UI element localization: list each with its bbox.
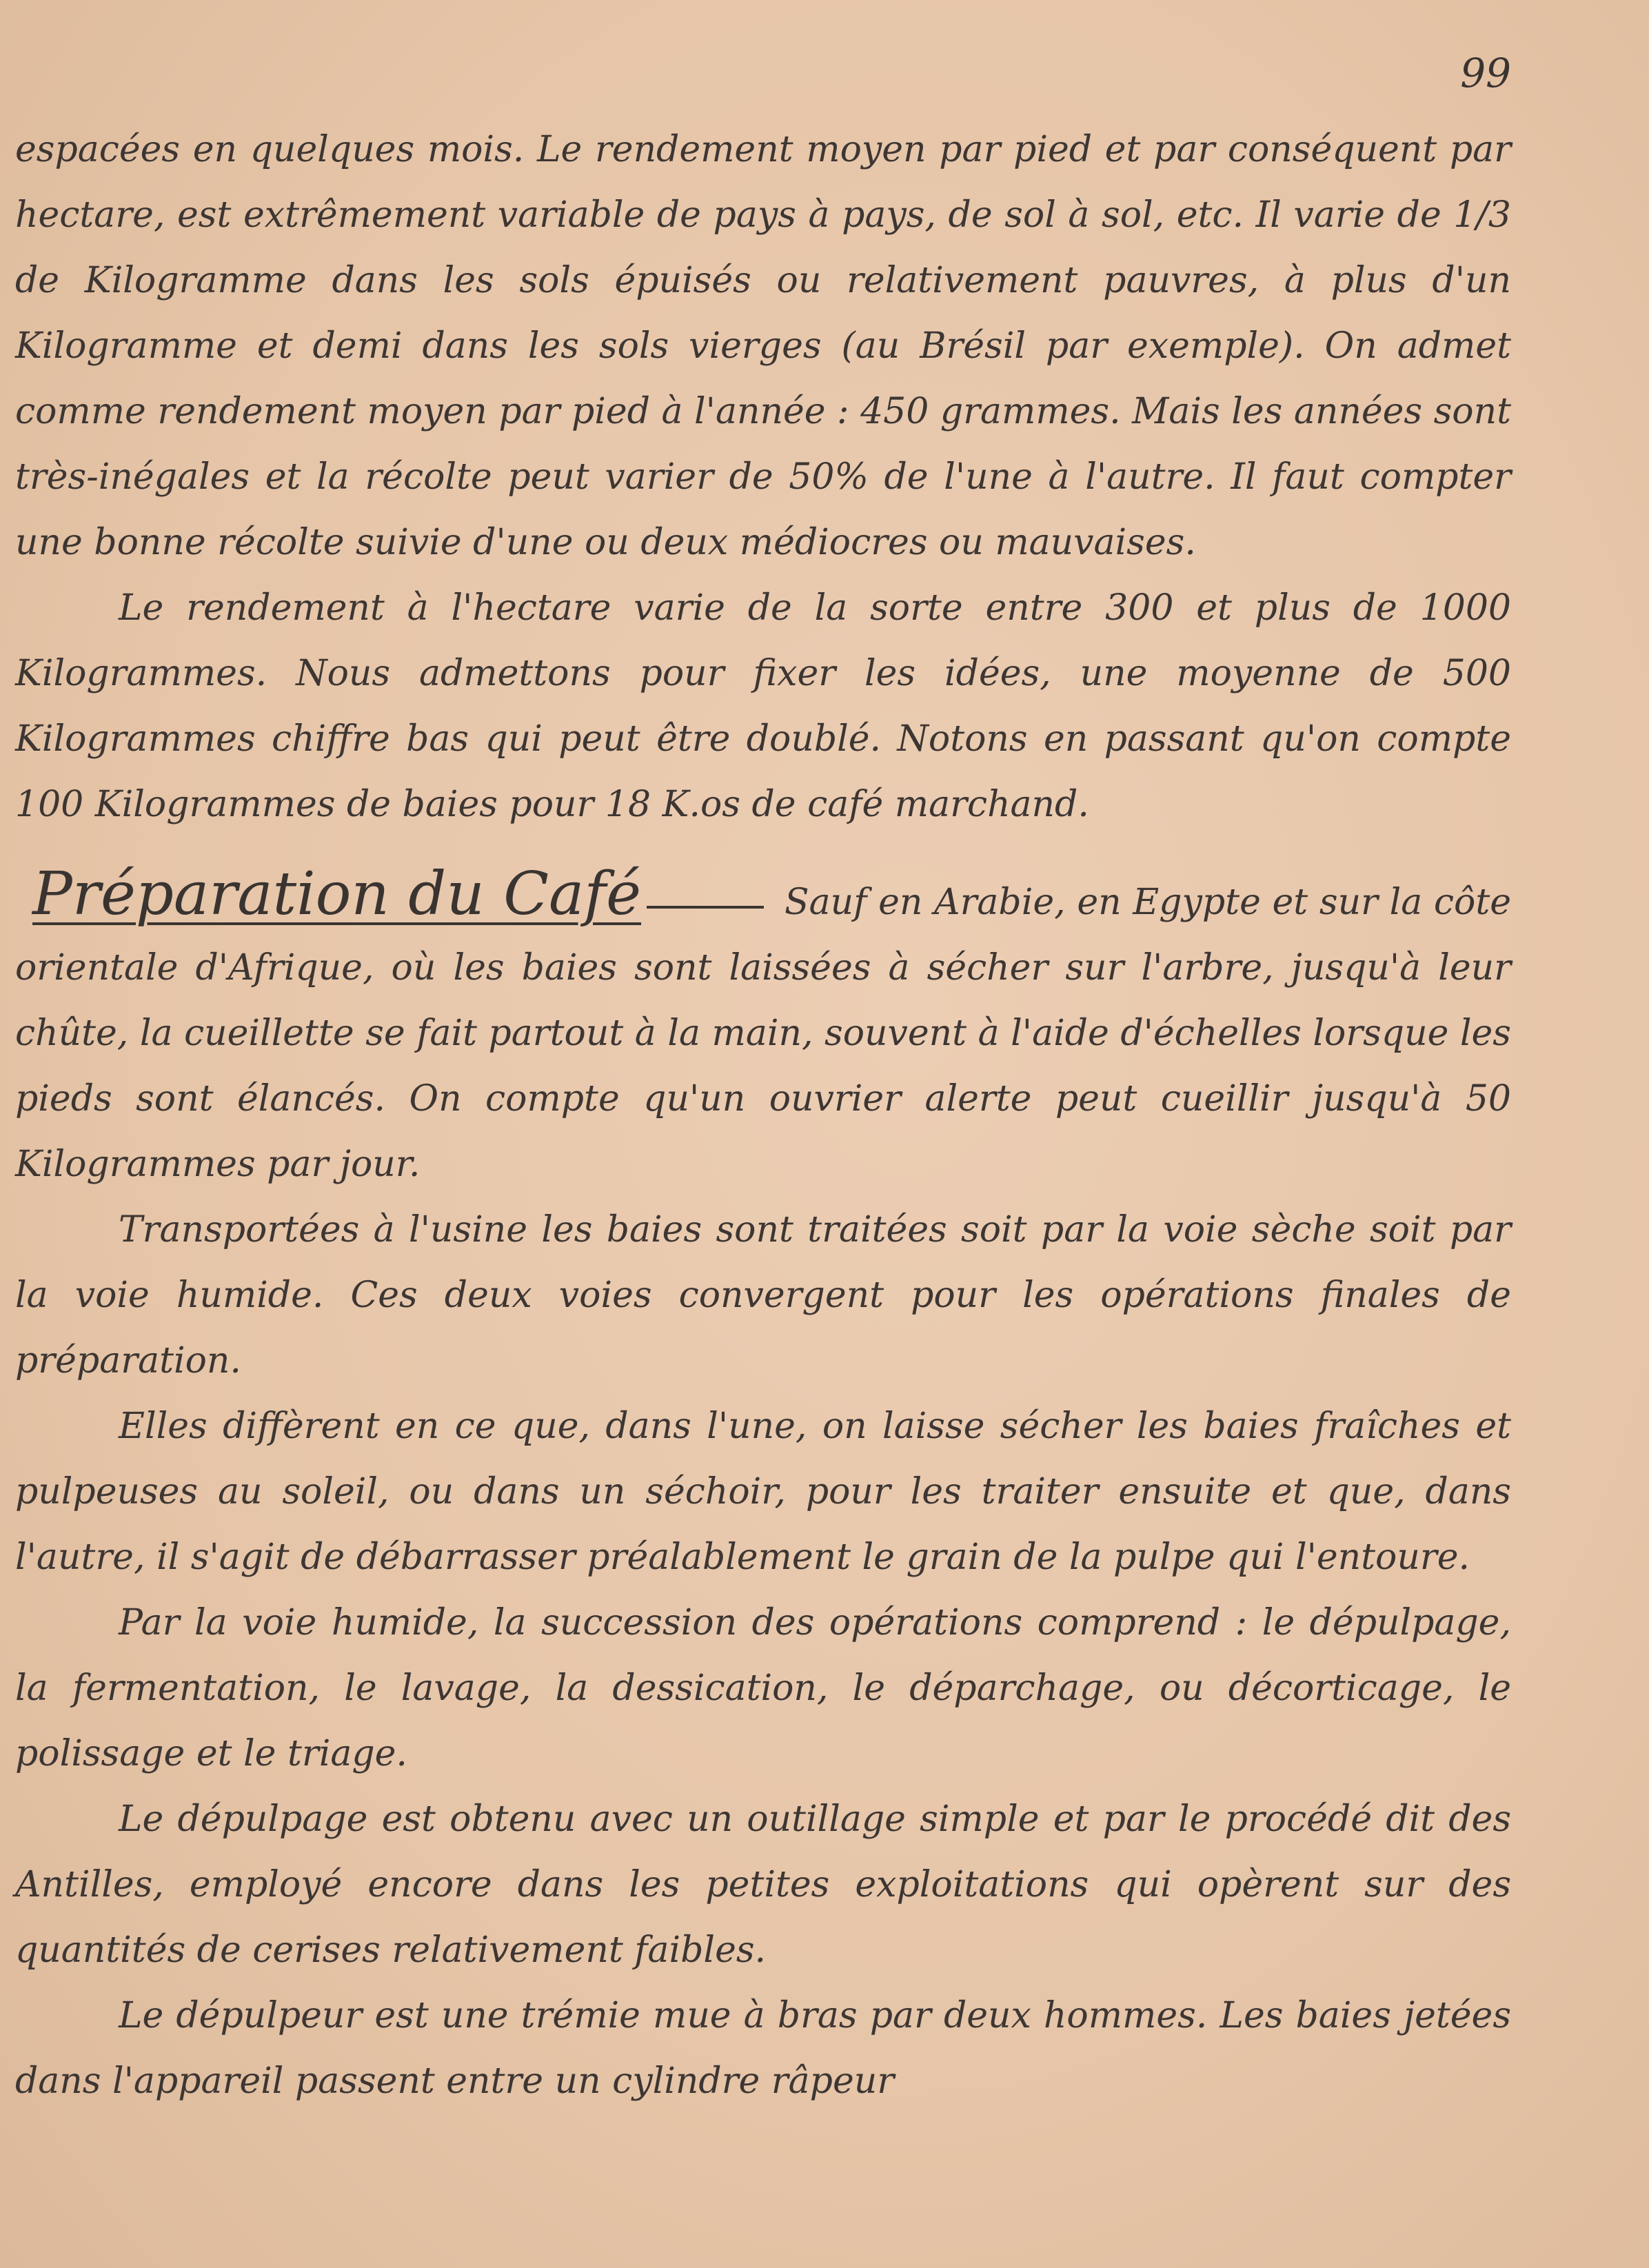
section-preparation — [15, 862, 1511, 1197]
paragraph-wet-process-steps: Par la voie humide, la succession des opérations comprend : le dépulpage, la fermentation, le lavage, la dessication, le déparchage, ou décorticage, le polissage et le triage. — [15, 1602, 1511, 1774]
paragraph-yield-per-plant: espacées en quelques mois. Le rendement moyen par pied et par conséquent par hectare, est extrêmement variable de pays à pays, de sol à sol, etc. Il varie de 1/3 de Kilogramme dans les sols épuisés ou relativement pauvres, à plus d'un Kilogramme et demi dans les sols vierges (au Brésil par exemple). On admet comme rendement moyen par pied à l'année : 450 grammes. Mais les années sont très-inégales et la récolte peut varier de 50% de l'une à l'autre. Il faut compter une bonne récolte suivie d'une ou deux médiocres ou mauvaises. — [15, 129, 1511, 563]
paragraph-processing-routes: Transportées à l'usine les baies sont traitées soit par la voie sèche soit par la voie humide. Ces deux voies convergent pour les opérations finales de préparation. — [15, 1209, 1511, 1381]
page-number: 99 — [1460, 50, 1511, 97]
section-heading: Préparation du Café — [32, 860, 642, 929]
paragraph-depulper: Le dépulpeur est une trémie mue à bras par deux hommes. Les baies jetées dans l'appareil passent entre un cylindre râpeur — [15, 1995, 1511, 2102]
handwritten-text-body — [15, 117, 1511, 2114]
paragraph-harvest: Sauf en Arabie, en Egypte et sur la côte orientale d'Afrique, où les baies sont laissées à sécher sur l'arbre, jusqu'à leur chûte, la cueillette se fait partout à la main, souvent à l'aide d'échelles lorsque les pieds sont élancés. On compte qu'un ouvrier alerte peut cueillir jusqu'à 50 Kilogrammes par jour. — [15, 882, 1512, 1185]
paragraph-yield-per-hectare: Le rendement à l'hectare varie de la sorte entre 300 et plus de 1000 Kilogrammes. Nous admettons pour fixer les idées, une moyenne de 500 Kilogrammes chiffre bas qui peut être doublé. Notons en passant qu'on compte 100 Kilogrammes de baies pour 18 K.os de café marchand. — [15, 587, 1511, 825]
paragraph-depulping: Le dépulpage est obtenu avec un outillage simple et par le procédé dit des Antilles, employé encore dans les petites exploitations qui opèrent sur des quantités de cerises relativement faibles. — [15, 1799, 1511, 1971]
paragraph-route-differences: Elles diffèrent en ce que, dans l'une, on laisse sécher les baies fraîches et pulpeuses au soleil, ou dans un séchoir, pour les traiter ensuite et que, dans l'autre, il s'agit de débarrasser préalablement le grain de la pulpe qui l'entoure. — [15, 1406, 1511, 1578]
heading-rule — [647, 906, 764, 909]
